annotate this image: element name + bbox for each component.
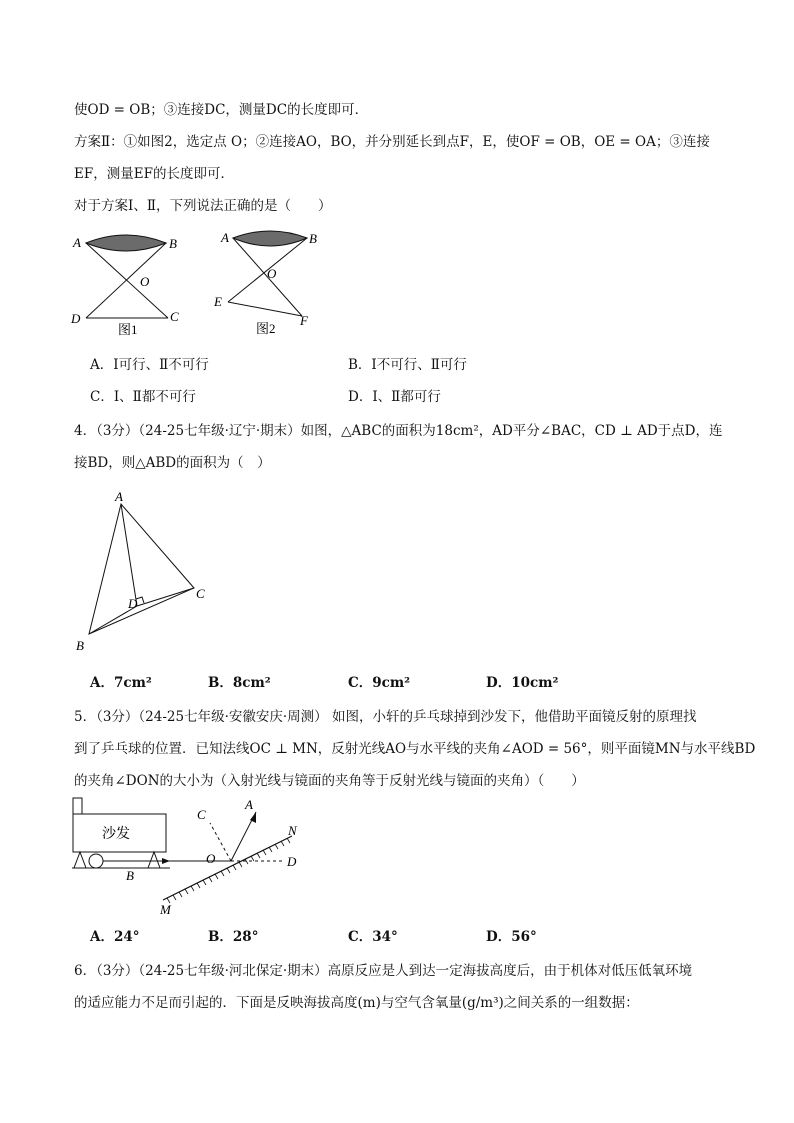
figure-q4-triangle (70, 486, 220, 656)
fig1-lens-shape (86, 235, 166, 251)
fig2-lens-shape (233, 231, 307, 246)
text-line-3: EF，测量EF的长度即可． (74, 166, 234, 182)
fig1-label-d: D (71, 311, 81, 326)
q4-label-b: B (76, 638, 84, 653)
sofa-leg-left (74, 852, 86, 868)
question-4-stem-line-2: 接BD，则△ABD的面积为（ ） (74, 455, 271, 471)
q5-option-d: D．56° (486, 929, 537, 945)
q4-option-d: D．10cm² (486, 675, 559, 691)
sofa-label: 沙发 (102, 827, 130, 842)
fig1-caption: 图1 (118, 322, 138, 337)
q4-label-a: A (115, 489, 123, 504)
q5-label-n: N (288, 823, 297, 838)
q3-option-c: C．Ⅰ、Ⅱ都不可行 (90, 389, 196, 405)
incident-arrow (162, 858, 170, 864)
q4-option-b: B．8cm² (208, 675, 271, 691)
fig2-label-e: E (214, 294, 222, 309)
sofa-leg-right (148, 852, 160, 868)
mirror-mn (163, 836, 292, 900)
q5-option-c: C．34° (348, 929, 398, 945)
question-4-stem-line-1: 4．（3分）（24-25七年级·辽宁·期末）如图，△ABC的面积为18cm²，AD平分∠BAC，CD ⊥ AD于点D，连 (74, 423, 723, 439)
ping-pong-ball (89, 854, 103, 868)
q3-option-b: B．Ⅰ不可行、Ⅱ可行 (348, 357, 467, 373)
mirror-hatching (167, 838, 290, 903)
fig2-label-o: O (267, 266, 277, 281)
question-5-stem-line-2: 到了乒乓球的位置．已知法线OC ⊥ MN，反射光线AO与水平线的夹角∠AOD = 56°，则平面镜MN与水平线BD (74, 741, 756, 757)
fig2-label-f: F (300, 313, 308, 328)
text-line-2: 方案Ⅱ：①如图2，选定点 O；②连接AO，BO，并分别延长到点F，E，使OF = OB，OE = OA；③连接 (74, 134, 710, 150)
q4-option-a: A．7cm² (90, 675, 152, 691)
question-5-stem-line-3: 的夹角∠DON的大小为（入射光线与镜面的夹角等于反射光线与镜面的夹角）（ ） (74, 773, 585, 789)
fig1-label-b: B (169, 236, 177, 251)
q5-label-b: B (126, 868, 134, 883)
q5-label-c: C (197, 807, 206, 822)
figure-2 (212, 226, 322, 341)
fig2-label-a: A (221, 230, 229, 245)
q5-option-b: B．28° (208, 929, 259, 945)
fig1-label-o: O (140, 274, 150, 289)
fig1-label-a: A (73, 235, 81, 250)
q5-label-d: D (287, 854, 297, 869)
q4-option-c: C．9cm² (348, 675, 411, 691)
fig2-label-b: B (309, 231, 317, 246)
question-3-stem: 对于方案Ⅰ、Ⅱ，下列说法正确的是（ ） (74, 198, 332, 214)
sofa-back (73, 798, 82, 814)
q5-label-m: M (160, 902, 171, 917)
q5-label-o: O (206, 851, 216, 866)
figure-q5-mirror (70, 795, 310, 920)
q3-option-d: D．Ⅰ、Ⅱ都可行 (348, 389, 441, 405)
text-line-1: 使OD = OB；③连接DC，测量DC的长度即可． (74, 102, 369, 118)
fig2-caption: 图2 (256, 321, 276, 336)
q5-label-a: A (245, 797, 253, 812)
q4-label-d: D (128, 596, 138, 611)
q4-line-dc (137, 588, 194, 606)
q5-option-a: A．24° (90, 929, 140, 945)
question-5-stem-line-1: 5．（3分）（24-25七年级·安徽安庆·周测） 如图，小轩的乒乓球掉到沙发下，他借助平面镜反射的原理找 (74, 709, 697, 725)
figure-1 (70, 228, 210, 343)
q4-label-c: C (196, 586, 205, 601)
fig1-label-c: C (170, 309, 179, 324)
q4-triangle-abc (89, 504, 194, 634)
question-6-stem-line-1: 6．（3分）（24-25七年级·河北保定·期末）高原反应是人到达一定海拔高度后，由于机体对低压低氧环境 (74, 963, 693, 979)
question-6-stem-line-2: 的适应能力不足而引起的．下面是反映海拔高度(m)与空气含氧量(g/m³)之间关系的一组数据： (74, 995, 639, 1011)
q3-option-a: A．Ⅰ可行、Ⅱ不可行 (90, 357, 209, 373)
